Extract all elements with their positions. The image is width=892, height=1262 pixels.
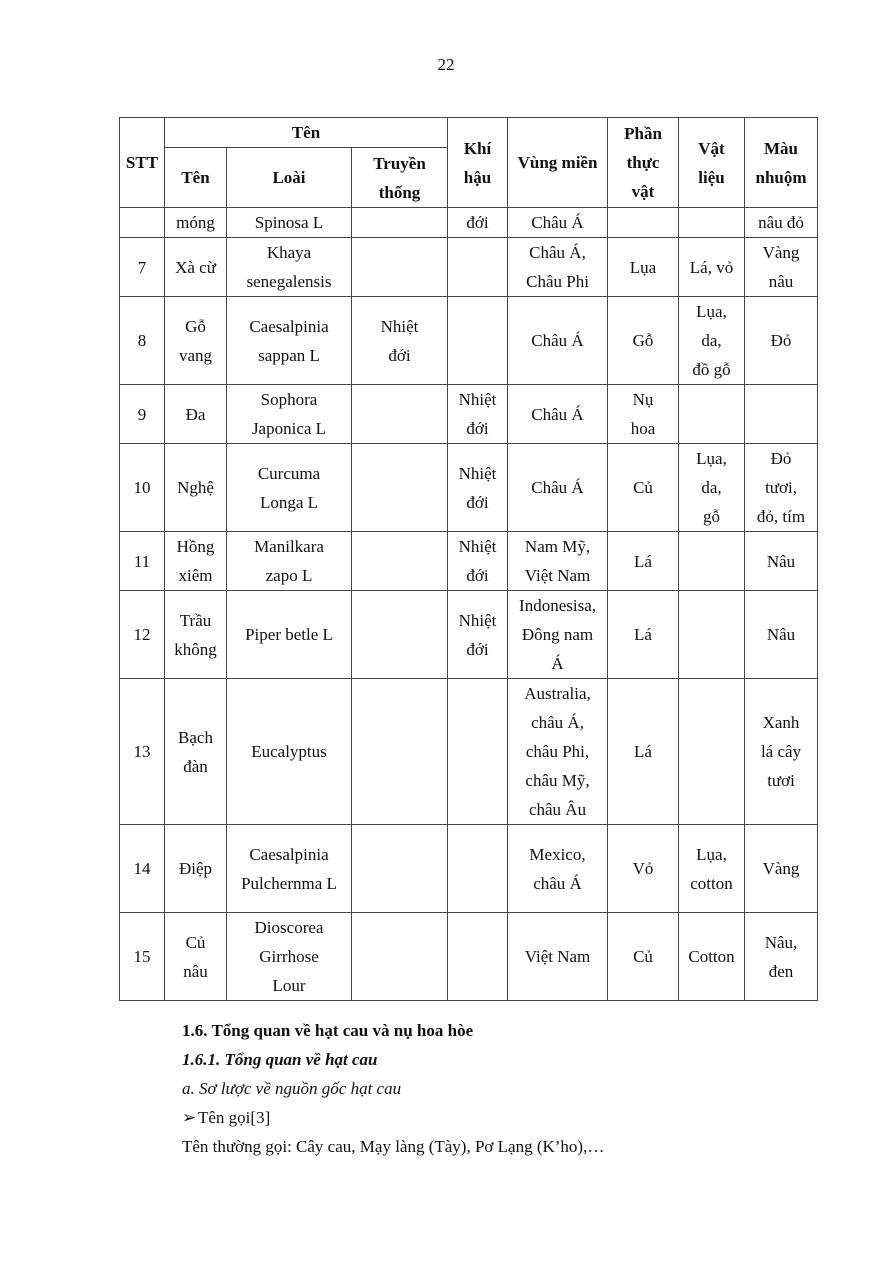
cell-stt (120, 208, 165, 238)
cell-phan (608, 208, 679, 238)
cell-truyen-thong (352, 532, 448, 591)
cell-loai: Piper betle L (227, 591, 352, 679)
cell-vat-lieu (679, 208, 745, 238)
table-row (120, 238, 818, 297)
cell-phan: Củ (608, 913, 679, 1001)
cell-vung-mien: Nam Mỹ, Việt Nam (508, 532, 608, 591)
cell-vat-lieu: Lụa, da, đồ gỗ (679, 297, 745, 385)
cell-mau: Đỏ (745, 297, 818, 385)
cell-vung-mien: Việt Nam (508, 913, 608, 1001)
cell-ten: Điệp (165, 825, 227, 913)
cell-truyen-thong (352, 238, 448, 297)
cell-loai: Dioscorea Girrhose Lour (227, 913, 352, 1001)
paragraph: Tên thường gọi: Cây cau, Mạy làng (Tày), Pơ Lạng (K’ho),… (182, 1137, 605, 1156)
cell-ten: Đa (165, 385, 227, 444)
cell-khi-hau (448, 679, 508, 825)
cell-loai: Curcuma Longa L (227, 444, 352, 532)
cell-phan: Lụa (608, 238, 679, 297)
cell-mau: Nâu (745, 532, 818, 591)
cell-truyen-thong (352, 444, 448, 532)
cell-mau: Nâu (745, 591, 818, 679)
cell-stt: 11 (120, 532, 165, 591)
cell-vung-mien: Australia, châu Á, châu Phi, châu Mỹ, châu Âu (508, 679, 608, 825)
table-row (120, 208, 818, 238)
cell-stt: 7 (120, 238, 165, 297)
cell-ten: móng (165, 208, 227, 238)
cell-stt: 9 (120, 385, 165, 444)
cell-loai: Caesalpinia sappan L (227, 297, 352, 385)
table-row (120, 679, 818, 825)
header-mau-nhuom: Màu nhuộm (745, 118, 818, 208)
cell-vung-mien: Châu Á (508, 208, 608, 238)
cell-ten: Xà cừ (165, 238, 227, 297)
header-vung-mien: Vùng miền (508, 118, 608, 208)
cell-mau: Vàng nâu (745, 238, 818, 297)
cell-vung-mien: Châu Á, Châu Phi (508, 238, 608, 297)
cell-vung-mien: Mexico, châu Á (508, 825, 608, 913)
cell-truyen-thong: Nhiệt đới (352, 297, 448, 385)
table-row (120, 297, 818, 385)
cell-khi-hau: Nhiệt đới (448, 444, 508, 532)
bullet-text: Tên gọi[3] (198, 1108, 271, 1127)
cell-loai: Spinosa L (227, 208, 352, 238)
subsubsection-heading: a. Sơ lược về nguồn gốc hạt cau (182, 1079, 402, 1098)
cell-vung-mien: Châu Á (508, 385, 608, 444)
arrow-bullet-icon: ➢ (182, 1108, 197, 1127)
cell-vat-lieu (679, 679, 745, 825)
cell-khi-hau (448, 825, 508, 913)
page-number: 22 (437, 55, 455, 74)
cell-vat-lieu: Lụa, da, gỗ (679, 444, 745, 532)
table-row (120, 444, 818, 532)
cell-phan: Lá (608, 591, 679, 679)
section-heading: 1.6. Tổng quan về hạt cau và nụ hoa hòe (182, 1021, 474, 1040)
cell-mau: Xanh lá cây tươi (745, 679, 818, 825)
cell-ten: Trầu không (165, 591, 227, 679)
cell-ten: Nghệ (165, 444, 227, 532)
cell-khi-hau: Nhiệt đới (448, 532, 508, 591)
header-stt: STT (120, 118, 165, 208)
table-row (120, 591, 818, 679)
cell-ten: Hồng xiêm (165, 532, 227, 591)
cell-stt: 15 (120, 913, 165, 1001)
cell-truyen-thong (352, 679, 448, 825)
cell-ten: Gỗ vang (165, 297, 227, 385)
cell-loai: Khaya senegalensis (227, 238, 352, 297)
dye-plants-table (119, 117, 818, 1001)
header-truyen-thong: Truyền thống (352, 148, 448, 208)
cell-truyen-thong (352, 591, 448, 679)
cell-vat-lieu: Lụa, cotton (679, 825, 745, 913)
header-vat-lieu: Vật liệu (679, 118, 745, 208)
cell-vung-mien: Châu Á (508, 297, 608, 385)
cell-phan: Lá (608, 679, 679, 825)
cell-vat-lieu (679, 532, 745, 591)
cell-truyen-thong (352, 825, 448, 913)
cell-vung-mien: Indonesisa, Đông nam Á (508, 591, 608, 679)
cell-mau: Đỏ tươi, đỏ, tím (745, 444, 818, 532)
subsection-heading: 1.6.1. Tổng quan về hạt cau (182, 1050, 378, 1069)
cell-phan: Vỏ (608, 825, 679, 913)
header-khi-hau: Khí hậu (448, 118, 508, 208)
table-row (120, 913, 818, 1001)
cell-khi-hau: Nhiệt đới (448, 385, 508, 444)
cell-khi-hau (448, 238, 508, 297)
cell-truyen-thong (352, 208, 448, 238)
cell-khi-hau (448, 297, 508, 385)
table-row (120, 532, 818, 591)
cell-phan: Gỗ (608, 297, 679, 385)
cell-stt: 10 (120, 444, 165, 532)
cell-mau: Vàng (745, 825, 818, 913)
cell-loai: Eucalyptus (227, 679, 352, 825)
cell-loai: Caesalpinia Pulchernma L (227, 825, 352, 913)
cell-ten: Bạch đàn (165, 679, 227, 825)
cell-truyen-thong (352, 385, 448, 444)
header-loai: Loài (227, 148, 352, 208)
cell-loai: Sophora Japonica L (227, 385, 352, 444)
table-header-row (120, 118, 818, 148)
cell-stt: 12 (120, 591, 165, 679)
header-phan-thuc-vat: Phần thực vật (608, 118, 679, 208)
table-row (120, 825, 818, 913)
cell-stt: 13 (120, 679, 165, 825)
cell-mau: nâu đỏ (745, 208, 818, 238)
cell-stt: 8 (120, 297, 165, 385)
cell-vung-mien: Châu Á (508, 444, 608, 532)
cell-stt: 14 (120, 825, 165, 913)
body-text (182, 1016, 822, 1161)
cell-phan: Nụ hoa (608, 385, 679, 444)
cell-vat-lieu (679, 385, 745, 444)
table-row (120, 385, 818, 444)
header-ten-group: Tên (165, 118, 448, 148)
cell-vat-lieu: Lá, vỏ (679, 238, 745, 297)
cell-loai: Manilkara zapo L (227, 532, 352, 591)
cell-phan: Lá (608, 532, 679, 591)
cell-mau (745, 385, 818, 444)
cell-vat-lieu: Cotton (679, 913, 745, 1001)
header-ten: Tên (165, 148, 227, 208)
bullet-line (182, 1103, 822, 1132)
cell-vat-lieu (679, 591, 745, 679)
cell-ten: Củ nâu (165, 913, 227, 1001)
cell-khi-hau: đới (448, 208, 508, 238)
cell-phan: Củ (608, 444, 679, 532)
cell-truyen-thong (352, 913, 448, 1001)
cell-khi-hau: Nhiệt đới (448, 591, 508, 679)
cell-khi-hau (448, 913, 508, 1001)
cell-mau: Nâu, đen (745, 913, 818, 1001)
